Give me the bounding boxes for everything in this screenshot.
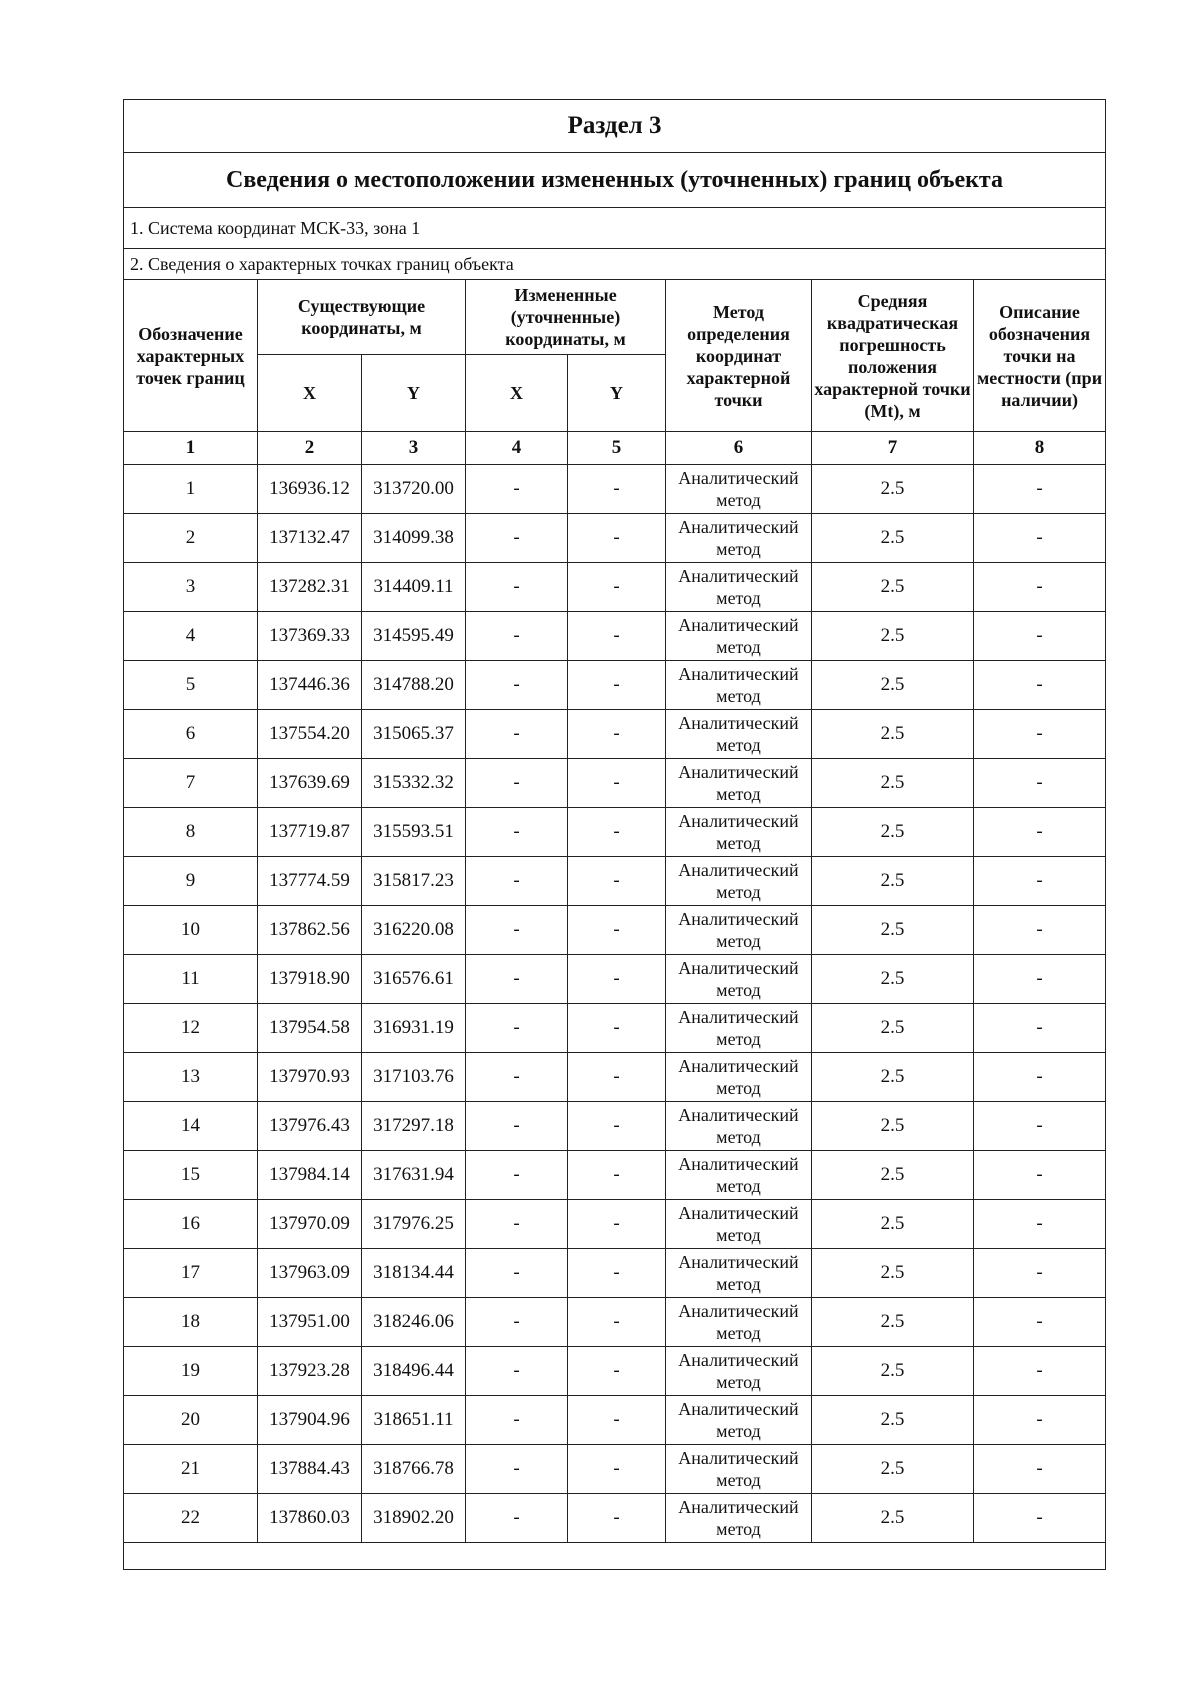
cell-error-mt: 2.5 <box>812 1151 974 1200</box>
cell-changed-y: - <box>568 1494 666 1543</box>
cell-existing-y: 318246.06 <box>362 1298 466 1347</box>
cell-error-mt: 2.5 <box>812 1102 974 1151</box>
table-row <box>124 1347 1106 1396</box>
table-row <box>124 1004 1106 1053</box>
cell-existing-x: 137132.47 <box>258 514 362 563</box>
cell-existing-y: 316931.19 <box>362 1004 466 1053</box>
cell-changed-y: - <box>568 1347 666 1396</box>
cell-method: Аналитический метод <box>666 759 812 808</box>
cell-existing-y: 313720.00 <box>362 465 466 514</box>
cell-changed-x: - <box>466 1298 568 1347</box>
cell-point-number: 19 <box>124 1347 258 1396</box>
cell-description: - <box>974 1445 1106 1494</box>
cell-changed-x: - <box>466 514 568 563</box>
cell-changed-x: - <box>466 1249 568 1298</box>
table-row <box>124 857 1106 906</box>
cell-point-number: 20 <box>124 1396 258 1445</box>
header-description: Описание обозначения точки на местности (при наличии) <box>974 280 1106 432</box>
cell-existing-y: 318766.78 <box>362 1445 466 1494</box>
table-row <box>124 808 1106 857</box>
cell-point-number: 16 <box>124 1200 258 1249</box>
cell-existing-x: 137970.93 <box>258 1053 362 1102</box>
cell-method: Аналитический метод <box>666 1445 812 1494</box>
cell-error-mt: 2.5 <box>812 1053 974 1102</box>
cell-description: - <box>974 808 1106 857</box>
table-row <box>124 563 1106 612</box>
cell-description: - <box>974 1396 1106 1445</box>
cell-changed-y: - <box>568 955 666 1004</box>
cell-changed-y: - <box>568 1298 666 1347</box>
section-title: Раздел 3 <box>124 100 1106 153</box>
table-row <box>124 1249 1106 1298</box>
cell-method: Аналитический метод <box>666 1102 812 1151</box>
column-number: 3 <box>362 432 466 465</box>
table-row <box>124 514 1106 563</box>
cell-existing-x: 137884.43 <box>258 1445 362 1494</box>
cell-method: Аналитический метод <box>666 1200 812 1249</box>
cell-method: Аналитический метод <box>666 563 812 612</box>
cell-changed-y: - <box>568 1151 666 1200</box>
cell-method: Аналитический метод <box>666 1053 812 1102</box>
section-table <box>123 99 1106 1570</box>
cell-method: Аналитический метод <box>666 514 812 563</box>
cell-error-mt: 2.5 <box>812 1298 974 1347</box>
points-caption: 2. Сведения о характерных точках границ объекта <box>124 249 1106 280</box>
cell-error-mt: 2.5 <box>812 612 974 661</box>
cell-point-number: 3 <box>124 563 258 612</box>
cell-error-mt: 2.5 <box>812 1249 974 1298</box>
column-number: 7 <box>812 432 974 465</box>
cell-description: - <box>974 465 1106 514</box>
cell-error-mt: 2.5 <box>812 563 974 612</box>
cell-existing-x: 137774.59 <box>258 857 362 906</box>
cell-point-number: 21 <box>124 1445 258 1494</box>
cell-description: - <box>974 1249 1106 1298</box>
cell-point-number: 22 <box>124 1494 258 1543</box>
cell-error-mt: 2.5 <box>812 710 974 759</box>
empty-cell <box>124 1543 1106 1570</box>
cell-point-number: 6 <box>124 710 258 759</box>
cell-method: Аналитический метод <box>666 906 812 955</box>
cell-changed-x: - <box>466 661 568 710</box>
cell-description: - <box>974 563 1106 612</box>
column-number: 4 <box>466 432 568 465</box>
cell-error-mt: 2.5 <box>812 955 974 1004</box>
cell-changed-y: - <box>568 1004 666 1053</box>
table-row <box>124 1053 1106 1102</box>
cell-point-number: 2 <box>124 514 258 563</box>
header-changed-coordinates: Измененные (уточненные) координаты, м <box>466 280 666 355</box>
cell-existing-y: 314409.11 <box>362 563 466 612</box>
column-number: 8 <box>974 432 1106 465</box>
column-number-row <box>124 432 1106 465</box>
table-row <box>124 465 1106 514</box>
cell-changed-y: - <box>568 1102 666 1151</box>
cell-existing-x: 136936.12 <box>258 465 362 514</box>
cell-point-number: 11 <box>124 955 258 1004</box>
header-method: Метод определения координат характерной точки <box>666 280 812 432</box>
cell-description: - <box>974 1347 1106 1396</box>
cell-description: - <box>974 955 1106 1004</box>
header-designation: Обозначение характерных точек границ <box>124 280 258 432</box>
table-row <box>124 710 1106 759</box>
cell-description: - <box>974 1053 1106 1102</box>
document-page <box>123 99 1105 1570</box>
cell-point-number: 12 <box>124 1004 258 1053</box>
cell-existing-x: 137554.20 <box>258 710 362 759</box>
cell-existing-x: 137984.14 <box>258 1151 362 1200</box>
cell-changed-x: - <box>466 1396 568 1445</box>
cell-point-number: 15 <box>124 1151 258 1200</box>
cell-point-number: 9 <box>124 857 258 906</box>
cell-existing-y: 315332.32 <box>362 759 466 808</box>
cell-point-number: 4 <box>124 612 258 661</box>
cell-changed-x: - <box>466 1053 568 1102</box>
table-row <box>124 759 1106 808</box>
cell-existing-x: 137904.96 <box>258 1396 362 1445</box>
cell-method: Аналитический метод <box>666 1396 812 1445</box>
cell-existing-y: 314595.49 <box>362 612 466 661</box>
header-existing-coordinates: Существующие координаты, м <box>258 280 466 355</box>
table-row <box>124 1200 1106 1249</box>
cell-point-number: 5 <box>124 661 258 710</box>
table-row <box>124 1494 1106 1543</box>
cell-existing-y: 318902.20 <box>362 1494 466 1543</box>
cell-existing-y: 316220.08 <box>362 906 466 955</box>
table-row <box>124 1396 1106 1445</box>
cell-point-number: 18 <box>124 1298 258 1347</box>
cell-changed-x: - <box>466 465 568 514</box>
cell-error-mt: 2.5 <box>812 1347 974 1396</box>
cell-error-mt: 2.5 <box>812 906 974 955</box>
cell-changed-x: - <box>466 612 568 661</box>
cell-existing-x: 137923.28 <box>258 1347 362 1396</box>
header-changed-x: X <box>466 355 568 432</box>
cell-error-mt: 2.5 <box>812 759 974 808</box>
cell-changed-y: - <box>568 759 666 808</box>
cell-existing-y: 314788.20 <box>362 661 466 710</box>
column-number: 1 <box>124 432 258 465</box>
cell-changed-y: - <box>568 1200 666 1249</box>
cell-existing-x: 137446.36 <box>258 661 362 710</box>
cell-method: Аналитический метод <box>666 1004 812 1053</box>
cell-changed-x: - <box>466 1200 568 1249</box>
cell-method: Аналитический метод <box>666 710 812 759</box>
cell-changed-y: - <box>568 612 666 661</box>
cell-description: - <box>974 710 1106 759</box>
cell-existing-y: 314099.38 <box>362 514 466 563</box>
cell-method: Аналитический метод <box>666 808 812 857</box>
cell-description: - <box>974 612 1106 661</box>
cell-existing-x: 137639.69 <box>258 759 362 808</box>
cell-existing-y: 317631.94 <box>362 1151 466 1200</box>
cell-changed-x: - <box>466 1494 568 1543</box>
cell-changed-x: - <box>466 1151 568 1200</box>
cell-existing-y: 317103.76 <box>362 1053 466 1102</box>
header-error: Средняя квадратическая погрешность положения характерной точки (Mt), м <box>812 280 974 432</box>
cell-description: - <box>974 759 1106 808</box>
header-existing-y: Y <box>362 355 466 432</box>
cell-changed-y: - <box>568 1396 666 1445</box>
cell-existing-x: 137963.09 <box>258 1249 362 1298</box>
cell-changed-x: - <box>466 1347 568 1396</box>
cell-changed-y: - <box>568 1249 666 1298</box>
cell-point-number: 14 <box>124 1102 258 1151</box>
cell-description: - <box>974 661 1106 710</box>
cell-changed-y: - <box>568 514 666 563</box>
cell-description: - <box>974 1151 1106 1200</box>
cell-changed-y: - <box>568 710 666 759</box>
empty-row <box>124 1543 1106 1570</box>
cell-error-mt: 2.5 <box>812 1396 974 1445</box>
table-row <box>124 661 1106 710</box>
cell-existing-y: 318134.44 <box>362 1249 466 1298</box>
cell-method: Аналитический метод <box>666 1494 812 1543</box>
cell-point-number: 10 <box>124 906 258 955</box>
cell-changed-x: - <box>466 1445 568 1494</box>
cell-error-mt: 2.5 <box>812 1004 974 1053</box>
cell-point-number: 13 <box>124 1053 258 1102</box>
table-row <box>124 1102 1106 1151</box>
cell-point-number: 8 <box>124 808 258 857</box>
cell-existing-y: 316576.61 <box>362 955 466 1004</box>
cell-method: Аналитический метод <box>666 465 812 514</box>
cell-error-mt: 2.5 <box>812 808 974 857</box>
column-number: 6 <box>666 432 812 465</box>
cell-existing-x: 137369.33 <box>258 612 362 661</box>
cell-description: - <box>974 1004 1106 1053</box>
cell-existing-x: 137862.56 <box>258 906 362 955</box>
cell-error-mt: 2.5 <box>812 465 974 514</box>
header-existing-x: X <box>258 355 362 432</box>
cell-method: Аналитический метод <box>666 857 812 906</box>
cell-existing-x: 137951.00 <box>258 1298 362 1347</box>
cell-changed-x: - <box>466 1102 568 1151</box>
table-row <box>124 955 1106 1004</box>
cell-existing-y: 315593.51 <box>362 808 466 857</box>
document-subtitle: Сведения о местоположении измененных (уточненных) границ объекта <box>124 153 1106 208</box>
cell-description: - <box>974 514 1106 563</box>
cell-description: - <box>974 906 1106 955</box>
cell-changed-y: - <box>568 465 666 514</box>
cell-description: - <box>974 1102 1106 1151</box>
cell-description: - <box>974 1298 1106 1347</box>
cell-error-mt: 2.5 <box>812 1494 974 1543</box>
cell-error-mt: 2.5 <box>812 857 974 906</box>
cell-existing-x: 137970.09 <box>258 1200 362 1249</box>
cell-description: - <box>974 857 1106 906</box>
cell-changed-y: - <box>568 808 666 857</box>
cell-error-mt: 2.5 <box>812 1200 974 1249</box>
table-row <box>124 612 1106 661</box>
coordinate-system-line: 1. Система координат МСК-33, зона 1 <box>124 208 1106 249</box>
cell-changed-y: - <box>568 1445 666 1494</box>
cell-error-mt: 2.5 <box>812 661 974 710</box>
cell-changed-y: - <box>568 857 666 906</box>
cell-point-number: 1 <box>124 465 258 514</box>
cell-changed-x: - <box>466 906 568 955</box>
cell-changed-y: - <box>568 906 666 955</box>
cell-changed-y: - <box>568 1053 666 1102</box>
cell-error-mt: 2.5 <box>812 514 974 563</box>
cell-method: Аналитический метод <box>666 612 812 661</box>
cell-existing-y: 315817.23 <box>362 857 466 906</box>
cell-existing-y: 315065.37 <box>362 710 466 759</box>
cell-method: Аналитический метод <box>666 661 812 710</box>
cell-method: Аналитический метод <box>666 1347 812 1396</box>
cell-existing-x: 137860.03 <box>258 1494 362 1543</box>
cell-changed-x: - <box>466 808 568 857</box>
table-row <box>124 1151 1106 1200</box>
cell-existing-y: 318496.44 <box>362 1347 466 1396</box>
cell-error-mt: 2.5 <box>812 1445 974 1494</box>
column-number: 2 <box>258 432 362 465</box>
cell-changed-y: - <box>568 661 666 710</box>
cell-existing-x: 137282.31 <box>258 563 362 612</box>
column-number: 5 <box>568 432 666 465</box>
cell-method: Аналитический метод <box>666 1298 812 1347</box>
cell-changed-x: - <box>466 710 568 759</box>
header-changed-y: Y <box>568 355 666 432</box>
cell-existing-y: 317297.18 <box>362 1102 466 1151</box>
cell-existing-x: 137719.87 <box>258 808 362 857</box>
cell-point-number: 17 <box>124 1249 258 1298</box>
cell-changed-y: - <box>568 563 666 612</box>
cell-changed-x: - <box>466 563 568 612</box>
cell-method: Аналитический метод <box>666 955 812 1004</box>
cell-existing-x: 137954.58 <box>258 1004 362 1053</box>
cell-existing-y: 317976.25 <box>362 1200 466 1249</box>
table-row <box>124 1298 1106 1347</box>
cell-changed-x: - <box>466 1004 568 1053</box>
cell-method: Аналитический метод <box>666 1151 812 1200</box>
table-row <box>124 906 1106 955</box>
cell-description: - <box>974 1200 1106 1249</box>
cell-method: Аналитический метод <box>666 1249 812 1298</box>
cell-existing-x: 137976.43 <box>258 1102 362 1151</box>
cell-existing-x: 137918.90 <box>258 955 362 1004</box>
cell-description: - <box>974 1494 1106 1543</box>
cell-changed-x: - <box>466 759 568 808</box>
cell-point-number: 7 <box>124 759 258 808</box>
table-row <box>124 1445 1106 1494</box>
cell-changed-x: - <box>466 955 568 1004</box>
cell-existing-y: 318651.11 <box>362 1396 466 1445</box>
cell-changed-x: - <box>466 857 568 906</box>
